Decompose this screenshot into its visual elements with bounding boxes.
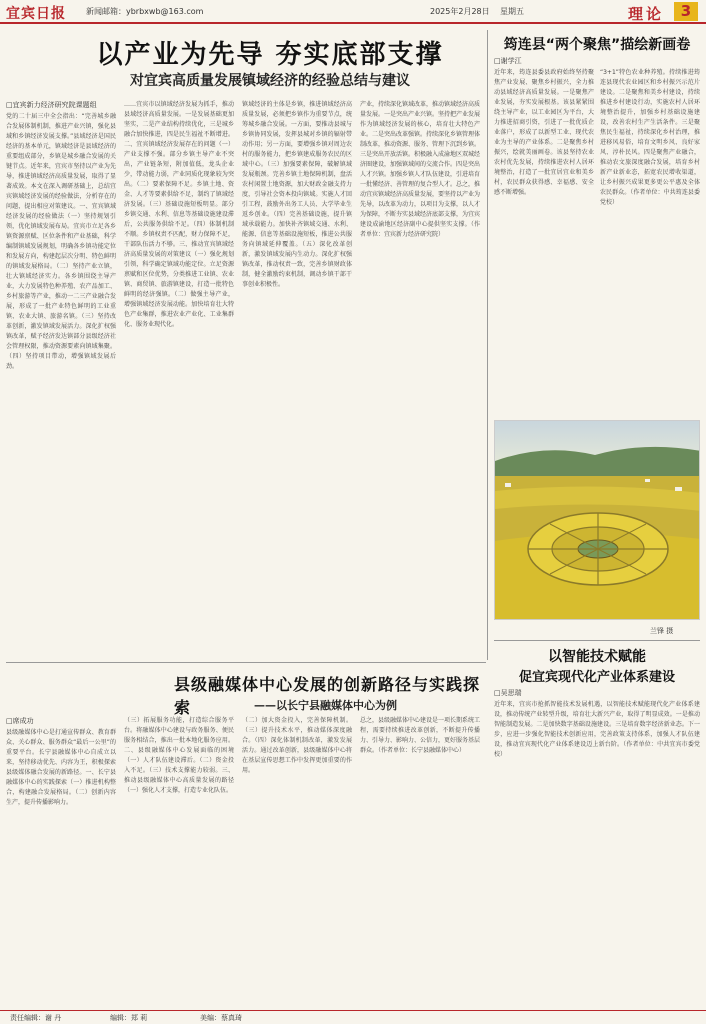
- footer-editor: 责任编辑：谢 丹: [10, 1014, 62, 1022]
- page-footer: [0, 1010, 706, 1024]
- page-number: 3: [674, 2, 698, 21]
- footer-reviewer: 编辑：郑 莉: [110, 1014, 148, 1022]
- county-column-1: 近年来，筠连县委县政府始终坚持聚焦产业发展、聚焦乡村振兴，全力推动县域经济高质量发展。一是聚焦产业发展，夯实发展根基。该县紧紧围绕主导产业，以工业园区为平台，大力推进招商引资，引进了一批优质企业落户，形成了以新型工业、现代农业为主导的产业体系。二是聚焦乡村振兴，绘就美丽画卷。该县坚持农业农村优先发展，持续推进农村人居环境整治，打造了一批宜居宜业和美乡村，农民群众获得感、幸福感、安全感不断增强。: [494, 69, 594, 196]
- media-column-4: 总之，县级融媒体中心建设是一项长期系统工程，需要持续推进改革创新，不断提升传播力、引导力、影响力、公信力，更好服务基层群众。（作者单位：长宁县融媒体中心）: [360, 717, 480, 754]
- newspaper-logo: 宜宾日报: [6, 6, 66, 22]
- media-column-1: 县级融媒体中心是打通宣传群众、教育群众、关心群众、服务群众“最后一公里”的重要平台。长宁县融媒体中心自成立以来，坚持移动优先、内容为王，积极探索县级媒体融合发展的新路径。一、长宁县融媒体中心的实践探索（一）推进机构整合，构建融合发展格局。（二）创新内容生产，提升传播影响力。: [6, 729, 116, 806]
- footer-designer: 美编：蔡真琦: [200, 1014, 242, 1022]
- tech-headline: 以智能技术赋能: [548, 649, 646, 665]
- middle-divider: [6, 662, 486, 663]
- county-headline: 筠连县“两个聚焦”描绘新画卷: [503, 37, 691, 53]
- news-email: 新闻邮箱：ybrbxwb@163.com: [86, 7, 204, 16]
- media-headline: 县级融媒体中心发展的创新路径与实践探索: [174, 675, 481, 717]
- tech-column-1: 近年来，宜宾市抢抓智能技术发展机遇，以智能技术赋能现代化产业体系建设，推动传统产业转型升级，培育壮大新兴产业，取得了明显成效。一是推动智能制造发展。二是加快数字基础设施建设。三是培育数字经济新业态。下一步，应进一步强化智能技术创新应用，完善政策支持体系，加强人才队伍建设，推动宜宾现代化产业体系建设迈上新台阶。（作者单位：中共宜宾市委党校）: [494, 701, 700, 758]
- lead-byline: □宜宾新力经济研究院课题组: [6, 101, 97, 109]
- lead-column-1: 党的二十届三中全会指出：“完善城乡融合发展体制机制，推进产业兴镇，强化县域和乡镇经济发展支撑。”县域经济是国民经济的基本单元，镇域经济是县域经济的重要组成部分，乡镇是城乡融合发展的关键节点。近年来，宜宾市坚持以产业为先导，推进镇域经济高质量发展，取得了显著成效。本文在深入调研基础上，总结宜宾镇域经济发展的经验做法，分析存在的问题，提出相应对策建议。一、宜宾镇域经济发展的经验做法（一）坚持规划引领，优化镇域发展布局。宜宾市立足各乡镇资源禀赋、区位条件和产业基础，科学编制镇域发展规划，明确各乡镇功能定位和发展方向，构建起层次分明、特色鲜明的镇域发展格局。（二）坚持产业立镇，壮大镇域经济实力。各乡镇围绕主导产业，大力发展特色种养殖、农产品加工、乡村旅游等产业，推动一二三产业融合发展，形成了一批产业特色鲜明的工业重镇、农业大镇、旅游名镇。（三）坚持改革创新，激发镇域发展活力。深化扩权强镇改革，赋予经济发达镇部分县级经济社会管理权限，推动资源要素向镇域集聚。（四）坚持项目带动，增强镇域发展后劲。: [6, 113, 116, 370]
- media-column-2: （三）拓展服务功能，打造综合服务平台。将融媒体中心建设与政务服务、便民服务相结合，推出一批本地化服务应用。二、县级融媒体中心发展面临的困境（一）人才队伍建设滞后。（二）资金投入不足。（三）技术支撑能力较弱。三、推动县级融媒体中心高质量发展的路径（一）强化人才支撑，打造专业化队伍。: [124, 717, 234, 794]
- media-column-3: （二）加大资金投入，完善保障机制。（三）提升技术水平，推动媒体深度融合。（四）深化体制机制改革，激发发展活力。通过改革创新，县级融媒体中心将在基层宣传思想工作中发挥更加重要的作用。: [242, 717, 352, 774]
- lead-column-3: 镇域经济的主体是乡镇，推进镇域经济高质量发展，必须把乡镇作为重要节点，统筹城乡融合发展。一方面，要推动县城与乡镇协同发展，发挥县城对乡镇的辐射带动作用；另一方面，要增强乡镇对周边农村的服务能力，把乡镇建成服务农民的区域中心。（三）加强要素保障，破解镇域发展瓶颈。完善乡镇土地保障机制，盘活农村闲置土地资源，加大财政金融支持力度，引导社会资本投向镇域。实施人才回引工程，鼓励外出务工人员、大学毕业生返乡创业。（四）完善基础设施，提升镇域承载能力。加快补齐镇域交通、水利、能源、信息等基础设施短板，推进公共服务向镇域延伸覆盖。（五）深化改革创新，激发镇域发展内生动力。深化扩权强镇改革，推动权责一致，完善乡镇财政体制，健全激励约束机制，调动乡镇干部干事创业积极性。: [242, 101, 352, 288]
- lead-column-4: 产业，持续深化镇域改革，推动镇域经济高质量发展。一是突出产业兴镇。坚持把产业发展作为镇域经济发展的核心，培育壮大特色产业。二是突出改革强镇。持续深化乡镇管理体制改革，推动资源、服务、管理下沉到乡镇。三是突出开放活镇。积极融入成渝地区双城经济圈建设，加强镇域间的交流合作。四是突出人才兴镇。加强乡镇人才队伍建设，引进培育一批懂经济、善管理的复合型人才。总之，推动宜宾镇域经济高质量发展，要坚持以产业为先导，以改革为动力，以项目为支撑，以人才为保障，不断夯实县域经济底部支撑，为宜宾建设成渝地区经济副中心提供坚实支撑。（作者单位：宜宾新力经济研究院）: [360, 101, 480, 238]
- lead-headline: 以产业为先导 夯实底部支撑: [96, 40, 444, 70]
- section-name: 理论: [627, 5, 664, 23]
- section-divider: [494, 640, 700, 641]
- tech-subheadline: 促宜宾现代化产业体系建设: [518, 670, 675, 685]
- county-byline: □谢学江: [494, 57, 522, 65]
- farmland-photo: [494, 420, 700, 620]
- media-byline: □席成功: [6, 717, 34, 725]
- tech-byline: □吴思瑞: [494, 689, 522, 697]
- issue-date: 2025年2月28日: [430, 7, 490, 16]
- photo-credit: 兰锋 摄: [650, 627, 674, 635]
- issue-weekday: 星期五: [500, 7, 524, 16]
- rapeseed-field-illustration: [495, 421, 700, 620]
- county-column-2: “3+1”特色农业种养殖。持续推进筠连县现代农业园区和乡村振兴示范片建设。二是聚焦和美乡村建设，持续推进乡村建设行动，实施农村人居环境整治提升，加强乡村基础设施建设，改善农村生产生活条件。三是聚焦民生福祉，持续深化乡村治理，推进移风易俗，培育文明乡风、良好家风、淳朴民风。四是聚焦产业融合，推动农文旅深度融合发展，培育乡村新产业新业态，拓宽农民增收渠道，让乡村振兴成果更多更公平惠及全体农民群众。（作者单位：中共筠连县委党校）: [600, 69, 700, 206]
- column-divider: [487, 30, 488, 660]
- masthead-bar: [0, 0, 706, 24]
- media-subheadline: ——以长宁县融媒体中心为例: [254, 699, 397, 712]
- lead-column-2: ……宜宾市以镇域经济发展为抓手，推动县域经济高质量发展。一是发展基础更加坚实，二是产业结构持续优化，三是城乡融合加快推进，四是民生福祉不断增进。二、宜宾镇域经济发展存在的问题（一）产业支撑不强。部分乡镇主导产业不突出，产业链条短，附加值低，龙头企业少，带动能力弱，产业同质化现象较为突出。（二）要素保障不足。乡镇土地、资金、人才等要素供给不足，制约了镇域经济发展。（三）基础设施短板明显。部分乡镇交通、水利、信息等基础设施建设滞后，公共服务供给不足。（四）体制机制不顺。乡镇权责不匹配，财力保障不足，干部队伍活力不够。三、推动宜宾镇域经济高质量发展的对策建议（一）强化规划引领，科学确定镇域功能定位。立足资源禀赋和区位优势，分类推进工业镇、农业镇、商贸镇、旅游镇建设，打造一批特色鲜明的经济强镇。（二）做强主导产业，增强镇域经济发展动能。加快培育壮大特色产业集群，推进农业产业化、工业集群化、服务业现代化。: [124, 101, 234, 328]
- lead-subheadline: 对宜宾高质量发展镇域经济的经验总结与建议: [130, 73, 410, 89]
